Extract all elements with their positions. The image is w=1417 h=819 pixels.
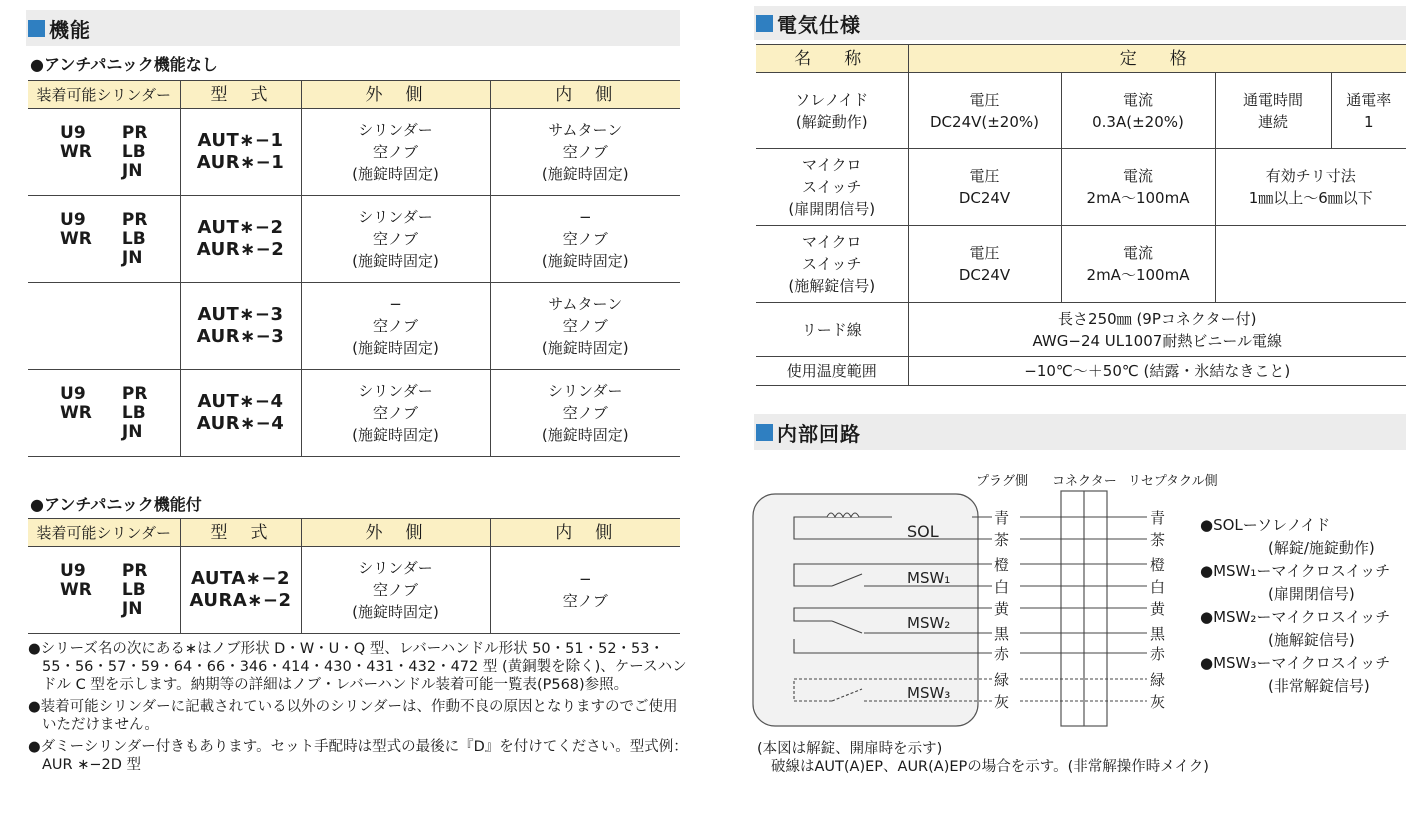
circuit-section-header — [754, 414, 1406, 450]
table-row — [28, 196, 680, 283]
section-square-icon — [756, 424, 773, 441]
inner-cell: サムターン 空ノブ (施錠時固定) — [490, 283, 680, 370]
plug-side-label: プラグ側 — [976, 474, 1029, 489]
legend-msw3-desc: (非常解錠信号) — [1268, 677, 1370, 695]
electric-spec-table — [756, 44, 1406, 386]
wire-gray-left: 灰 — [994, 693, 1010, 711]
function-title: 機能 — [49, 17, 91, 42]
wire-gray-right: 灰 — [1150, 693, 1166, 711]
cylinder-list: U9 WR PR LB JN — [60, 560, 148, 619]
header-inner: 内 側 — [490, 81, 680, 109]
header-model: 型 式 — [180, 81, 301, 109]
solenoid-rate: 通電率 1 — [1331, 73, 1406, 149]
header-cylinder: 装着可能シリンダー — [28, 519, 180, 547]
function-table-without — [28, 80, 680, 457]
msw1-label: MSW₁ — [907, 569, 951, 587]
micro2-name: マイクロ スイッチ (施解錠信号) — [756, 226, 908, 303]
header-rating: 定 格 — [908, 45, 1406, 73]
wire-white-left: 白 — [994, 578, 1010, 596]
lead-value: 長さ250㎜ (9Pコネクター付) AWG−24 UL1007耐熱ビニール電線 — [908, 303, 1406, 357]
inner-cell: サムターン 空ノブ (施錠時固定) — [490, 109, 680, 196]
table-row — [756, 149, 1406, 226]
wire-blue-right: 青 — [1150, 509, 1166, 527]
wire-brown-right: 茶 — [1150, 531, 1166, 549]
table-row — [756, 357, 1406, 386]
solenoid-name: ソレノイド (解錠動作) — [756, 73, 908, 149]
header-name: 名 称 — [756, 45, 908, 73]
legend-sol: ●SOLーソレノイド — [1200, 516, 1331, 534]
internal-circuit-diagram — [752, 486, 1212, 736]
table-row — [756, 303, 1406, 357]
cylinder-list: U9 WR PR LB JN — [60, 209, 148, 268]
circuit-note-1: (本図は解錠、開扉時を示す) — [757, 741, 943, 757]
cylinder-list: U9 WR PR LB JN — [60, 383, 148, 442]
note-2: ●装着可能シリンダーに記載されている以外のシリンダーは、作動不良の原因となりますのでご使用いただけません。 — [28, 699, 678, 733]
lead-name: リード線 — [756, 303, 908, 357]
micro2-extra-empty — [1215, 226, 1406, 303]
table-row — [756, 226, 1406, 303]
wire-green-left: 緑 — [994, 671, 1010, 689]
legend-msw1-desc: (扉開閉信号) — [1268, 585, 1355, 603]
model-cell: AUTA∗−2 AURA∗−2 — [180, 547, 301, 634]
model-cell: AUT∗−3 AUR∗−3 — [180, 283, 301, 370]
sub-without-antipanic: ●アンチパニック機能なし — [30, 55, 218, 74]
micro1-extra: 有効チリ寸法 1㎜以上〜6㎜以下 — [1215, 149, 1406, 226]
cylinder-cell-empty — [28, 283, 180, 370]
header-outer: 外 側 — [301, 519, 490, 547]
wire-red-right: 赤 — [1150, 645, 1166, 663]
section-square-icon — [756, 15, 773, 32]
wire-orange-left: 橙 — [994, 556, 1010, 574]
msw3-label: MSW₃ — [907, 684, 951, 702]
circuit-note-2: 破線はAUT(A)EP、AUR(A)EPの場合を示す。(非常解操作時メイク) — [771, 759, 1209, 775]
electric-title: 電気仕様 — [777, 12, 861, 37]
circuit-title: 内部回路 — [777, 421, 861, 446]
micro1-voltage: 電圧 DC24V — [908, 149, 1061, 226]
micro2-voltage: 電圧 DC24V — [908, 226, 1061, 303]
receptacle-side-label: リセプタクル側 — [1128, 474, 1218, 489]
note-3: ●ダミーシリンダー付きもあります。セット手配時は型式の最後に『D』を付けてください。型式例：AUR ∗−2D 型 — [28, 739, 688, 773]
wire-yellow-left: 黄 — [994, 600, 1010, 618]
inner-cell: シリンダー 空ノブ (施錠時固定) — [490, 370, 680, 457]
outer-cell: シリンダー 空ノブ (施錠時固定) — [301, 196, 490, 283]
model-cell: AUT∗−2 AUR∗−2 — [180, 196, 301, 283]
header-outer: 外 側 — [301, 81, 490, 109]
table-row — [28, 370, 680, 457]
wire-black-right: 黒 — [1150, 625, 1166, 643]
legend-msw3: ●MSW₃ーマイクロスイッチ — [1200, 654, 1391, 672]
wire-yellow-right: 黄 — [1150, 600, 1166, 618]
connector-label: コネクター — [1052, 474, 1117, 489]
table-row — [28, 109, 680, 196]
wire-blue-left: 青 — [994, 509, 1010, 527]
solenoid-time: 通電時間 連続 — [1215, 73, 1331, 149]
circuit-legend — [1200, 514, 1390, 698]
solenoid-voltage: 電圧 DC24V(±20%) — [908, 73, 1061, 149]
wire-brown-left: 茶 — [994, 531, 1010, 549]
legend-msw1: ●MSW₁ーマイクロスイッチ — [1200, 562, 1391, 580]
wire-orange-right: 橙 — [1150, 556, 1166, 574]
outer-cell: シリンダー 空ノブ (施錠時固定) — [301, 547, 490, 634]
circuit-note — [757, 740, 1209, 776]
msw2-label: MSW₂ — [907, 614, 951, 632]
legend-sol-desc: (解錠/施錠動作) — [1268, 539, 1375, 557]
function-table-with — [28, 518, 680, 634]
inner-cell: − 空ノブ (施錠時固定) — [490, 196, 680, 283]
micro2-current: 電流 2mA〜100mA — [1061, 226, 1215, 303]
temp-name: 使用温度範囲 — [756, 357, 908, 386]
outer-cell: − 空ノブ (施錠時固定) — [301, 283, 490, 370]
model-cell: AUT∗−1 AUR∗−1 — [180, 109, 301, 196]
wire-green-right: 緑 — [1150, 671, 1166, 689]
temp-value: −10℃〜＋50℃ (結露・氷結なきこと) — [908, 357, 1406, 386]
note-1: ●シリーズ名の次にある∗はノブ形状 D・W・U・Q 型、レバーハンドル形状 50・51・52・53・55・56・57・59・64・66・346・414・430・431・432・472 型 (黄銅製を除く)、ケースハンドル C 型を示します。納期等の詳細はノブ・レバーハンドル装着可能一覧表(P568)参照。 — [28, 641, 687, 693]
legend-msw2: ●MSW₂ーマイクロスイッチ — [1200, 608, 1391, 626]
section-square-icon — [28, 20, 45, 37]
outer-cell: シリンダー 空ノブ (施錠時固定) — [301, 370, 490, 457]
micro1-current: 電流 2mA〜100mA — [1061, 149, 1215, 226]
header-inner: 内 側 — [490, 519, 680, 547]
solenoid-current: 電流 0.3A(±20%) — [1061, 73, 1215, 149]
wire-red-left: 赤 — [994, 645, 1010, 663]
table-row — [28, 283, 680, 370]
header-cylinder: 装着可能シリンダー — [28, 81, 180, 109]
micro1-name: マイクロ スイッチ (扉開閉信号) — [756, 149, 908, 226]
function-section-header — [26, 10, 680, 46]
wire-white-right: 白 — [1150, 578, 1166, 596]
legend-msw2-desc: (施解錠信号) — [1268, 631, 1355, 649]
outer-cell: シリンダー 空ノブ (施錠時固定) — [301, 109, 490, 196]
model-cell: AUT∗−4 AUR∗−4 — [180, 370, 301, 457]
cylinder-list: U9 WR PR LB JN — [60, 122, 148, 181]
inner-cell: − 空ノブ — [490, 547, 680, 634]
function-notes — [28, 640, 688, 778]
table-row — [28, 547, 680, 634]
table-row — [756, 73, 1406, 149]
electric-section-header — [754, 6, 1406, 40]
sol-label: SOL — [907, 522, 939, 541]
sub-with-antipanic: ●アンチパニック機能付 — [30, 495, 202, 514]
wire-black-left: 黒 — [994, 625, 1010, 643]
header-model: 型 式 — [180, 519, 301, 547]
